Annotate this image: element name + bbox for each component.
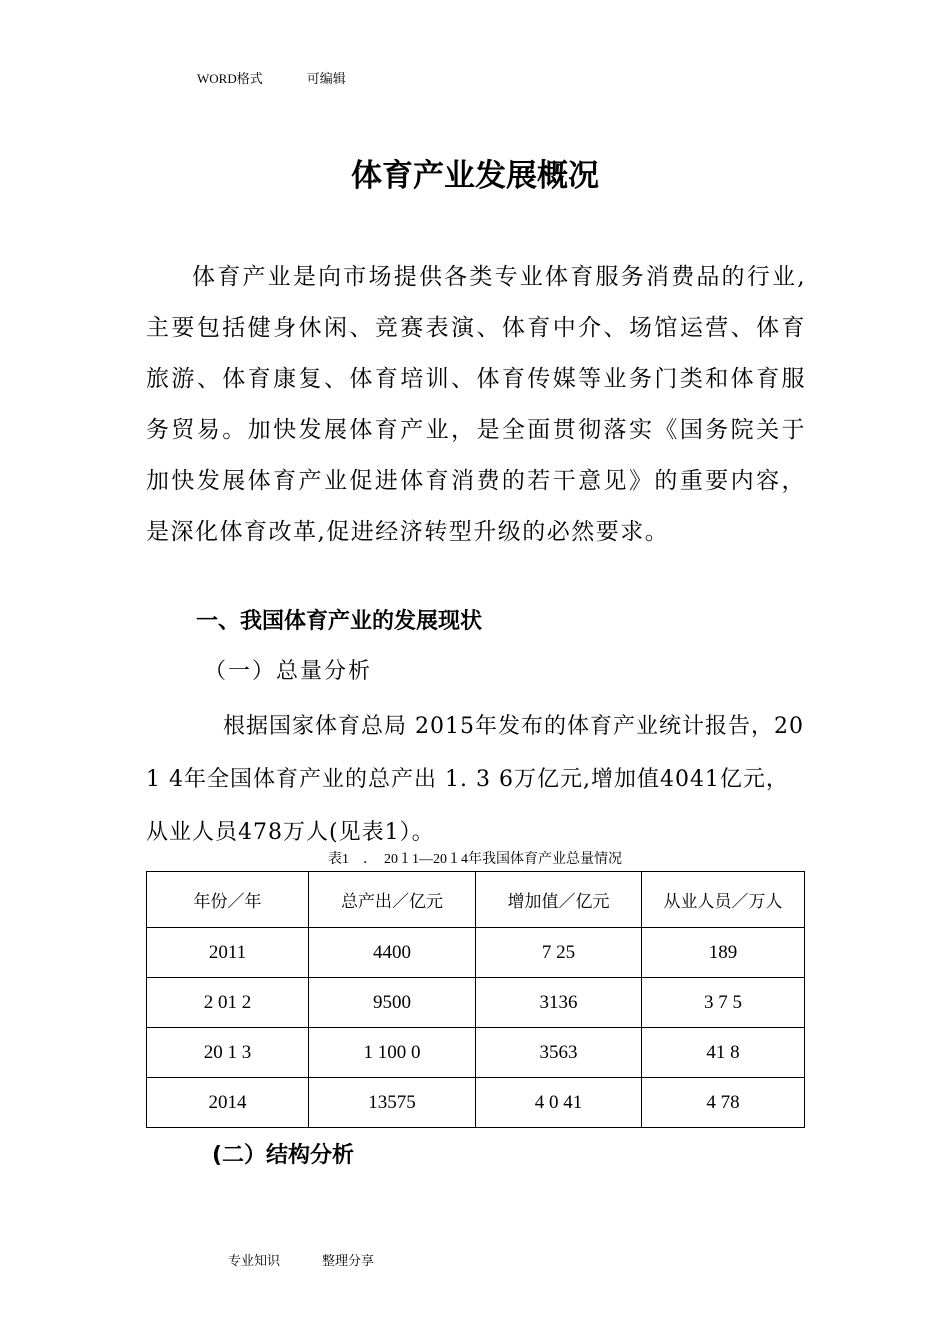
- subsection-heading-2: (二）结构分析: [212, 1143, 355, 1168]
- header-editable-label: 可编辑: [306, 71, 346, 86]
- table-cell: 1 100 0: [309, 1028, 476, 1078]
- table-cell: 2014: [147, 1078, 309, 1128]
- table-caption: 表1 ． 20１1—20１4年我国体育产业总量情况: [328, 852, 622, 867]
- intro-paragraph: 体育产业是向市场提供各类专业体育服务消费品的行业,主要包括健身休闲、竞赛表演、体育中介、场馆运营、体育旅游、体育康复、体育培训、体育传媒等业务门类和体育服务贸易。加快发展体育产业，是全面贯彻落实《国务院关于加快发展体育产业促进体育消费的若干意见》的重要内容，是深化体育改革,促进经济转型升级的必然要求。: [146, 264, 806, 545]
- table-header-cell: 年份／年: [147, 872, 309, 928]
- document-title: 体育产业发展概况: [351, 158, 599, 194]
- table-cell: 189: [642, 928, 805, 978]
- table-cell: 4 0 41: [476, 1078, 642, 1128]
- table-row: [147, 978, 805, 1028]
- table-cell: 7 25: [476, 928, 642, 978]
- table-row: [147, 1028, 805, 1078]
- table-cell: 9500: [309, 978, 476, 1028]
- section-heading-1: 一、我国体育产业的发展现状: [196, 609, 483, 634]
- table-row: [147, 1078, 805, 1128]
- industry-totals-table: [146, 871, 805, 1128]
- table-cell: 20 1 3: [147, 1028, 309, 1078]
- page-footer: [228, 1250, 374, 1269]
- table-cell: 4 78: [642, 1078, 805, 1128]
- table-cell: 3136: [476, 978, 642, 1028]
- header-format-label: WORD格式: [197, 71, 263, 86]
- table-header-row: [147, 872, 805, 928]
- table-cell: 2011: [147, 928, 309, 978]
- total-analysis-paragraph: 根据国家体育总局 2015年发布的体育产业统计报告，20 1 4年全国体育产业的总产出 1. 3 6万亿元,增加值4041亿元，从业人员478万人(见表1）。: [146, 714, 804, 845]
- table-cell: 3 7 5: [642, 978, 805, 1028]
- table-header-cell: 从业人员／万人: [642, 872, 805, 928]
- table-cell: 4400: [309, 928, 476, 978]
- table-cell: 41 8: [642, 1028, 805, 1078]
- table-cell: 13575: [309, 1078, 476, 1128]
- table-row: [147, 928, 805, 978]
- table-cell: 2 01 2: [147, 978, 309, 1028]
- page-header: [197, 68, 346, 87]
- footer-left-label: 专业知识: [228, 1254, 281, 1269]
- table-cell: 3563: [476, 1028, 642, 1078]
- table-header-cell: 增加值／亿元: [476, 872, 642, 928]
- footer-right-label: 整理分享: [322, 1254, 375, 1269]
- table-header-cell: 总产出／亿元: [309, 872, 476, 928]
- subsection-heading-1: （一）总量分析: [204, 659, 373, 684]
